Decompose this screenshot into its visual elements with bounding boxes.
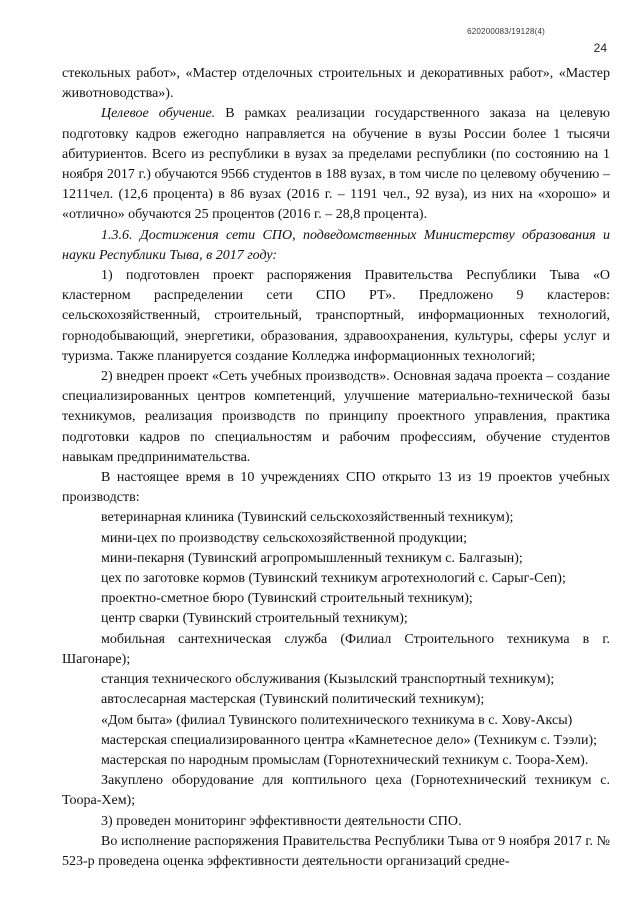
paragraph-production: В настоящее время в 10 учреждениях СПО открыто 13 из 19 проектов учебных производств: <box>62 470 610 506</box>
paragraph-lead-term: Целевое обучение. <box>101 106 216 122</box>
list-item: цех по заготовке кормов (Тувинский техникум агротехнологий с. Сарыг-Сеп); <box>101 571 566 587</box>
document-body <box>62 64 610 872</box>
list-item: станция технического обслуживания (Кызылский транспортный техникум); <box>101 672 555 688</box>
list-item: «Дом быта» (филиал Тувинского политехнического техникума в с. Хову-Аксы) <box>101 712 573 728</box>
paragraph-item-3: 3) проведен мониторинг эффективности деятельности СПО. <box>101 813 462 829</box>
paragraph-final: Во исполнение распоряжения Правительства Республики Тыва от 9 ноября 2017 г. № 523-р проведена оценка эффективности деятельности организаций средне- <box>62 833 610 869</box>
page-number: 24 <box>593 41 607 55</box>
paragraph-continuation: стекольных работ», «Мастер отделочных строительных и декоративных работ», «Мастер животноводства»). <box>62 66 610 102</box>
list-item: проектно-сметное бюро (Тувинский строительный техникум); <box>101 591 473 607</box>
paragraph-item-1: 1) подготовлен проект распоряжения Правительства Республики Тыва «О кластерном распределении сети СПО РТ». Предложено 9 кластеров: сельскохозяйственный, строительный, транспортный, информационных технологий, горнодобывающий, энергетики, образования, здравоохранения, культуры, сферы услуг и туризма. Также планируется создание Колледжа информационных технологий; <box>62 268 610 364</box>
document-number: 620200083/19128(4) <box>467 27 545 36</box>
list-item: мастерская специализированного центра «Камнетесное дело» (Техникум с. Тээли); <box>101 732 598 748</box>
list-item: мобильная сантехническая служба (Филиал Строительного техникума в г. Шагонаре); <box>62 631 610 667</box>
list-item: центр сварки (Тувинский строительный техникум); <box>101 611 408 627</box>
list-item: мини-пекарня (Тувинский агропромышленный техникум с. Балгазын); <box>101 550 523 566</box>
paragraph-text: В рамках реализации государственного заказа на целевую подготовку кадров ежегодно направляется на обучение в вузы России более 1 тысячи абитуриентов. Всего из республики в вузах за пределами республики (по состоянию на 1 ноября 2017 г.) обучаются 9566 студентов в 188 вузах, в том числе по целевому обучению – 1211чел. (12,6 процента) в 86 вузах (2016 г. – 1191 чел., 92 вуза), из них на «хорошо» и «отлично» обучаются 25 процентов (2016 г. – 28,8 процента). <box>62 106 610 223</box>
list-item: мини-цех по производству сельскохозяйственной продукции; <box>101 530 468 546</box>
paragraph-item-2: 2) внедрен проект «Сеть учебных производств». Основная задача проекта – создание специализированных центров компетенций, улучшение материально-технической базы техникумов, реализация производств по принципу проектного управления, практика подготовки кадров по специальностям и рабочим профессиям, обучение студентов навыкам предпринимательства. <box>62 369 610 465</box>
list-item: мастерская по народным промыслам (Горнотехнический техникум с. Тоора-Хем). <box>101 752 589 768</box>
list-item: Закуплено оборудование для коптильного цеха (Горнотехнический техникум с. Тоора-Хем); <box>62 773 610 809</box>
list-item: автослесарная мастерская (Тувинский политический техникум); <box>101 692 485 708</box>
paragraph-target-training <box>62 104 610 225</box>
section-heading: 1.3.6. Достижения сети СПО, подведомственных Министерству образования и науки Республики Тыва, в 2017 году: <box>62 227 610 263</box>
list-item: ветеринарная клиника (Тувинский сельскохозяйственный техникум); <box>101 510 514 526</box>
